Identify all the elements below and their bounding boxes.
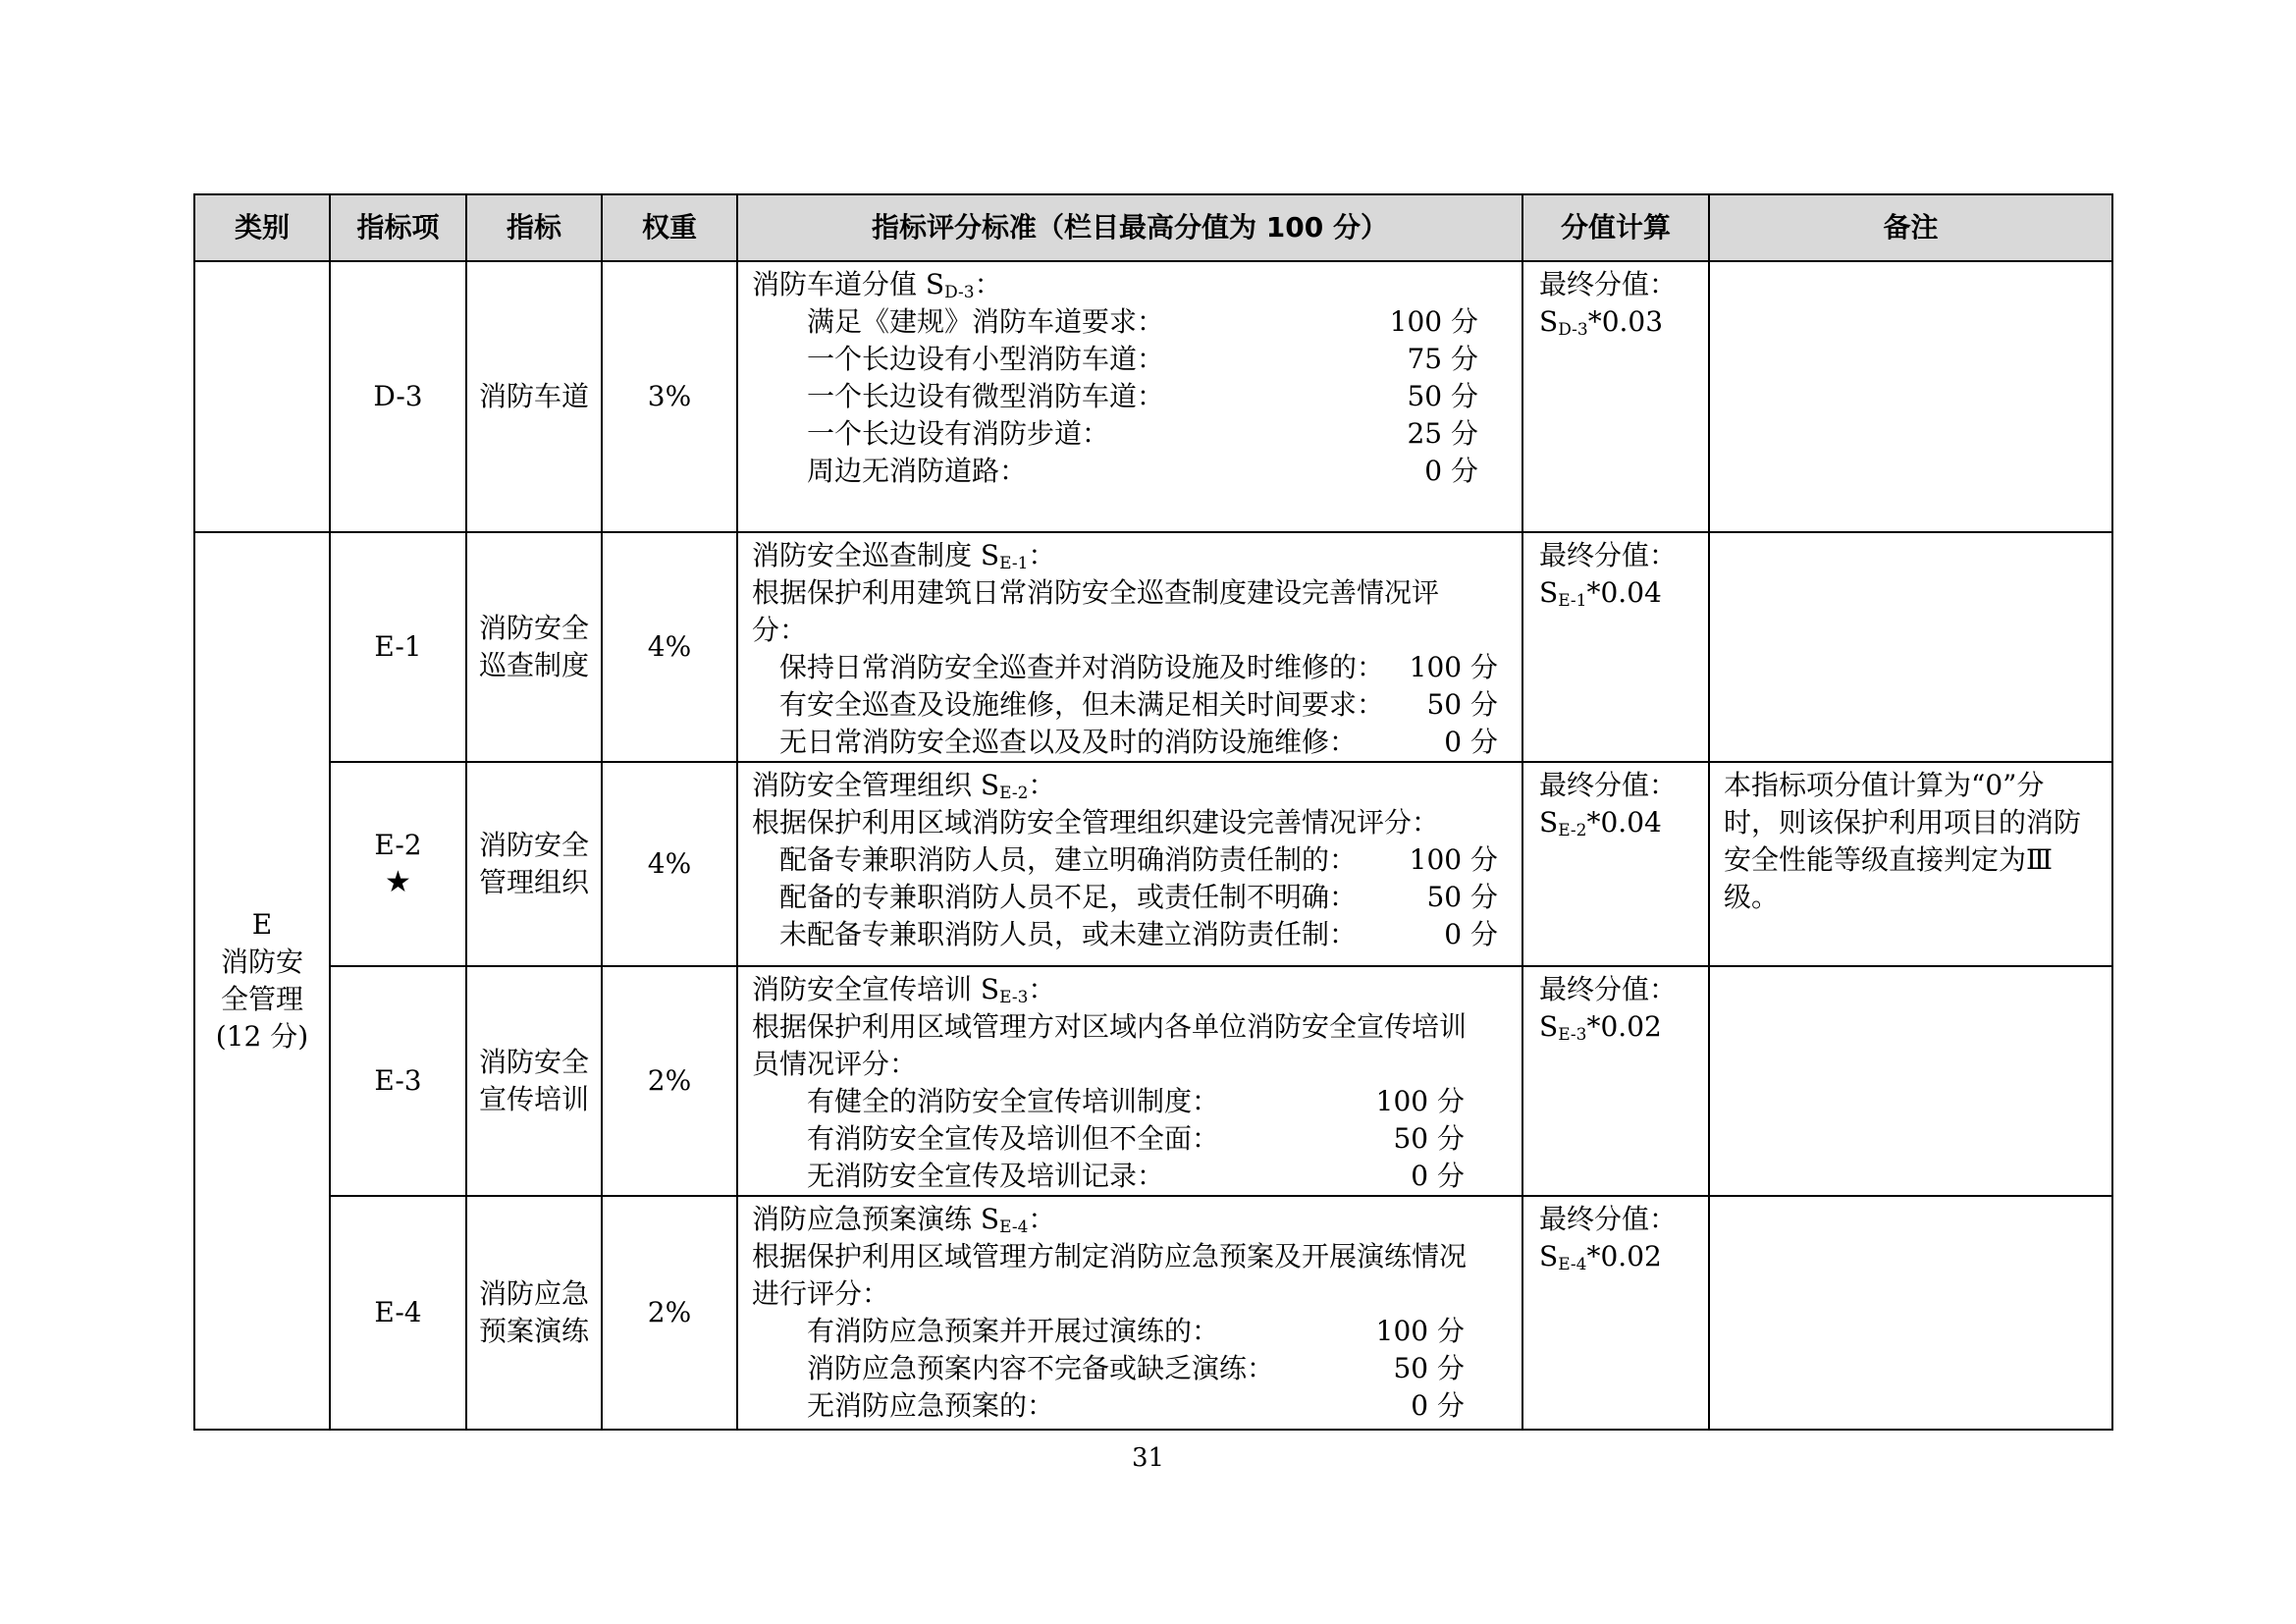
weight-value: 2% bbox=[602, 966, 737, 1196]
item-code: E-1 bbox=[330, 532, 466, 762]
table-row bbox=[194, 762, 2112, 966]
star-icon: ★ bbox=[385, 865, 411, 899]
standard-title: 消防车道分值 $S_{D-3}$： bbox=[752, 268, 1002, 302]
header-item: 指标项 bbox=[330, 194, 466, 261]
table-header-row bbox=[194, 194, 2112, 261]
header-indicator: 指标 bbox=[466, 194, 602, 261]
table-row bbox=[194, 261, 2112, 532]
header-note: 备注 bbox=[1709, 194, 2112, 261]
criterion: 有健全的消防安全宣传培训制度： 100 分 bbox=[807, 1085, 1465, 1117]
note-cell-empty bbox=[1709, 261, 2112, 532]
weight-value: 2% bbox=[602, 1196, 737, 1430]
calc-cell: 最终分值： $S_{E-1}*0.04$ bbox=[1522, 532, 1709, 762]
standard-cell bbox=[737, 261, 1522, 532]
item-code: E-4 bbox=[330, 1196, 466, 1430]
criterion: 满足《建规》消防车道要求： 100 分 bbox=[807, 305, 1478, 338]
criterion: 一个长边设有小型消防车道： 75 分 bbox=[807, 343, 1478, 375]
note-cell: 本指标项分值计算为“0”分 时，则该保护利用项目的消防 安全性能等级直接判定为Ⅲ 级。 bbox=[1709, 762, 2112, 966]
criterion: 无日常消防安全巡查以及及时的消防设施维修： 0 分 bbox=[779, 726, 1498, 758]
criterion: 有消防安全宣传及培训但不全面： 50 分 bbox=[807, 1122, 1465, 1155]
weight-value: 4% bbox=[602, 762, 737, 966]
criterion: 周边无消防道路： 0 分 bbox=[807, 455, 1478, 487]
note-cell-empty bbox=[1709, 966, 2112, 1196]
table-row bbox=[194, 966, 2112, 1196]
item-code: D-3 bbox=[330, 261, 466, 532]
criterion: 配备的专兼职消防人员不足，或责任制不明确： 50 分 bbox=[779, 881, 1498, 913]
criterion: 有消防应急预案并开展过演练的： 100 分 bbox=[807, 1315, 1465, 1347]
indicator-name: 消防安全 巡查制度 bbox=[466, 532, 602, 762]
header-category: 类别 bbox=[194, 194, 330, 261]
standard-cell: 消防安全宣传培训 $S_{E-3}$： 根据保护利用区域管理方对区域内各单位消防安全宣传培训 员情况评分： 有健全的消防安全宣传培训制度： 100 分 有消防安全宣传及培训但不全面： 50 分 无消防安全宣传及培训记录： 0 分 bbox=[737, 966, 1522, 1196]
indicator-name: 消防车道 bbox=[466, 261, 602, 532]
calc-cell: 最终分值： $S_{E-2}*0.04$ bbox=[1522, 762, 1709, 966]
criterion: 保持日常消防安全巡查并对消防设施及时维修的： 100 分 bbox=[779, 651, 1498, 683]
criterion: 一个长边设有微型消防车道： 50 分 bbox=[807, 380, 1478, 412]
scoring-table bbox=[193, 193, 2113, 1431]
weight-value: 3% bbox=[602, 261, 737, 532]
standard-title: 消防应急预案演练 $S_{E-4}$： bbox=[752, 1203, 1056, 1237]
note-cell-empty bbox=[1709, 532, 2112, 762]
calc-cell: 最终分值： $S_{E-3}*0.02$ bbox=[1522, 966, 1709, 1196]
standard-title: 消防安全巡查制度 $S_{E-1}$： bbox=[752, 539, 1056, 573]
item-code: E-3 bbox=[330, 966, 466, 1196]
calc-cell: 最终分值： $S_{E-4}*0.02$ bbox=[1522, 1196, 1709, 1430]
header-weight: 权重 bbox=[602, 194, 737, 261]
indicator-name: 消防安全 宣传培训 bbox=[466, 966, 602, 1196]
header-calc: 分值计算 bbox=[1522, 194, 1709, 261]
criterion: 无消防应急预案的： 0 分 bbox=[807, 1389, 1465, 1422]
table-row bbox=[194, 532, 2112, 762]
criterion: 一个长边设有消防步道： 25 分 bbox=[807, 417, 1478, 450]
indicator-name: 消防安全 管理组织 bbox=[466, 762, 602, 966]
category-cell-empty bbox=[194, 261, 330, 532]
table-row bbox=[194, 1196, 2112, 1430]
criterion: 有安全巡查及设施维修，但未满足相关时间要求： 50 分 bbox=[779, 688, 1498, 721]
weight-value: 4% bbox=[602, 532, 737, 762]
criterion: 消防应急预案内容不完备或缺乏演练： 50 分 bbox=[807, 1352, 1465, 1384]
standard-title: 消防安全管理组织 $S_{E-2}$： bbox=[752, 769, 1056, 803]
criterion: 配备专兼职消防人员，建立明确消防责任制的： 100 分 bbox=[779, 843, 1498, 876]
criterion: 未配备专兼职消防人员，或未建立消防责任制： 0 分 bbox=[779, 918, 1498, 950]
standard-cell: 消防应急预案演练 $S_{E-4}$： 根据保护利用区域管理方制定消防应急预案及开展演练情况 进行评分： 有消防应急预案并开展过演练的： 100 分 消防应急预案内容不完备或缺乏演练： 50 分 无消防应急预案的： 0 分 bbox=[737, 1196, 1522, 1430]
note-cell-empty bbox=[1709, 1196, 2112, 1430]
indicator-name: 消防应急 预案演练 bbox=[466, 1196, 602, 1430]
criterion: 无消防安全宣传及培训记录： 0 分 bbox=[807, 1160, 1465, 1192]
standard-cell: 消防安全巡查制度 $S_{E-1}$： 根据保护利用建筑日常消防安全巡查制度建设完善情况评 分： 保持日常消防安全巡查并对消防设施及时维修的： 100 分 有安全巡查及设施维修，但未满足相关时间要求： 50 分 无日常消防安全巡查以及及时的消防设施维修： 0 分 bbox=[737, 532, 1522, 762]
category-e-cell: E 消防安 全管理 (12 分) bbox=[194, 532, 330, 1430]
standard-cell: 消防安全管理组织 $S_{E-2}$： 根据保护利用区域消防安全管理组织建设完善情况评分： 配备专兼职消防人员，建立明确消防责任制的： 100 分 配备的专兼职消防人员不足，或责任制不明确： 50 分 未配备专兼职消防人员，或未建立消防责任制： 0 分 bbox=[737, 762, 1522, 966]
page-number: 31 bbox=[1131, 1443, 1165, 1473]
header-standard: 指标评分标准（栏目最高分值为 100 分） bbox=[737, 194, 1522, 261]
calc-cell: 最终分值： $S_{D-3}*0.03$ bbox=[1522, 261, 1709, 532]
item-code-cell: E-2 ★ bbox=[330, 762, 466, 966]
standard-title: 消防安全宣传培训 $S_{E-3}$： bbox=[752, 973, 1056, 1007]
